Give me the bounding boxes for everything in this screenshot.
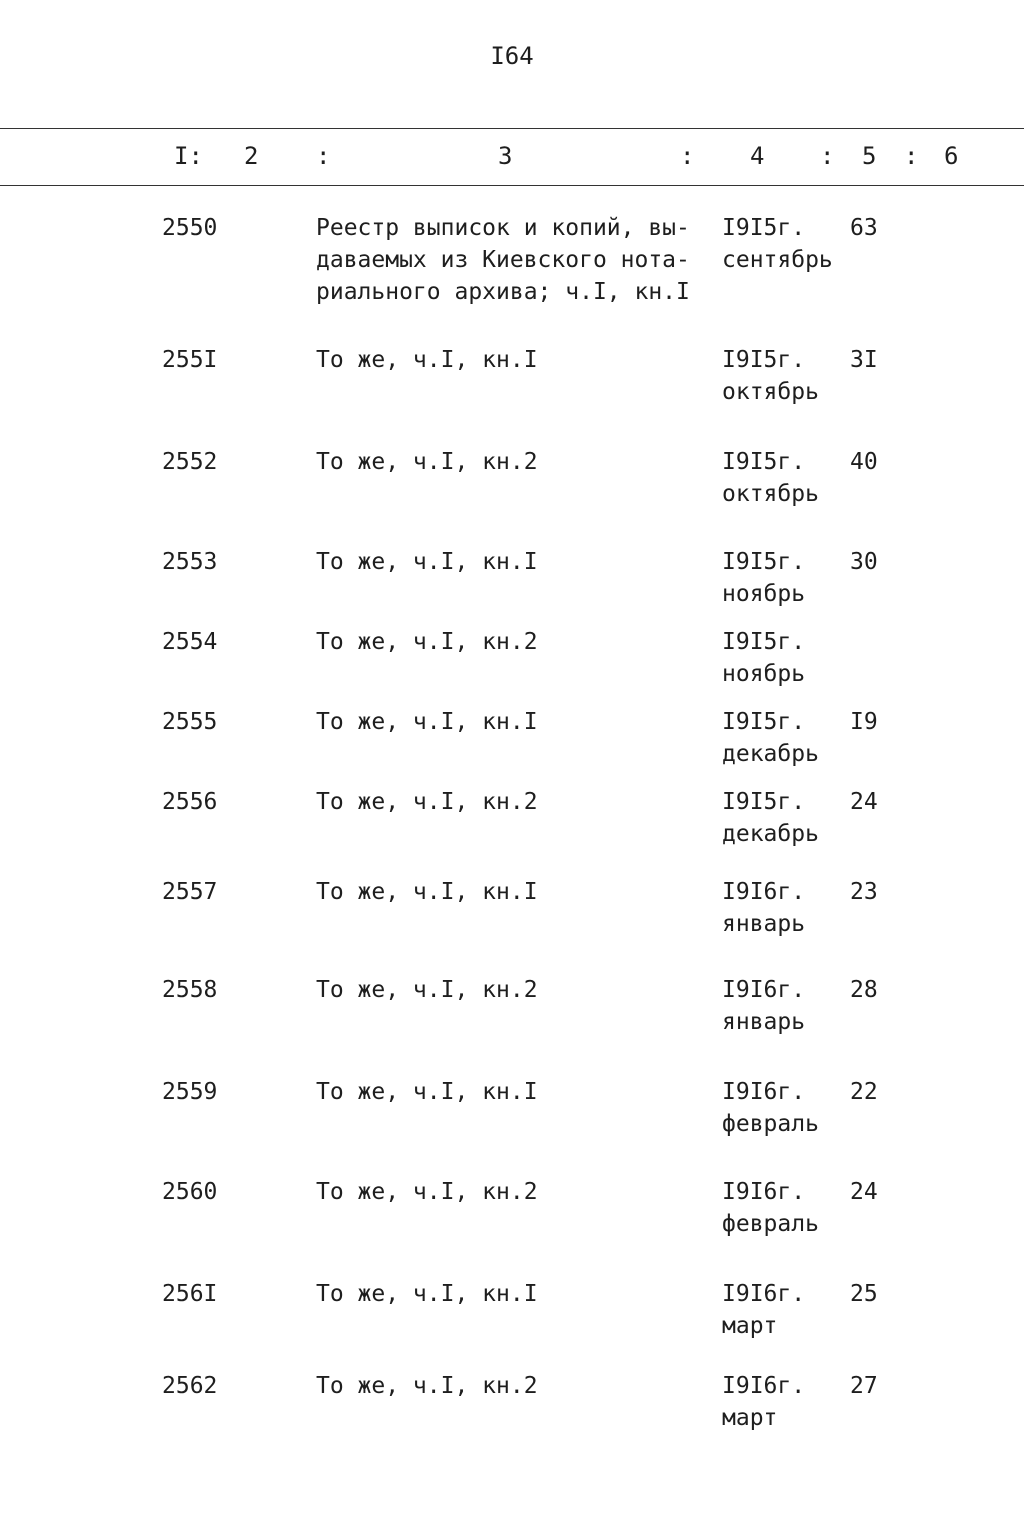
column-separator: : bbox=[904, 142, 919, 170]
item-title: То же, ч.I, кн.2 bbox=[316, 629, 538, 655]
item-title: То же, ч.I, кн.2 bbox=[316, 977, 538, 1003]
item-sheet-count: 3I bbox=[850, 347, 878, 373]
item-number: 2554 bbox=[162, 629, 218, 655]
item-sheet-count: 24 bbox=[850, 1179, 878, 1205]
item-sheet-count: 23 bbox=[850, 879, 878, 905]
item-title: То же, ч.I, кн.2 bbox=[316, 1179, 538, 1205]
column-header-5: 5 bbox=[862, 142, 877, 170]
item-sheet-count: 40 bbox=[850, 449, 878, 475]
item-sheet-count: 63 bbox=[850, 215, 878, 241]
header-top-rule bbox=[0, 128, 1024, 129]
item-number: 2560 bbox=[162, 1179, 218, 1205]
item-title: То же, ч.I, кн.I bbox=[316, 1281, 538, 1307]
item-date: I9I5г. октябрь bbox=[722, 449, 819, 507]
item-sheet-count: 27 bbox=[850, 1373, 878, 1399]
column-separator: : bbox=[316, 142, 331, 170]
item-title: То же, ч.I, кн.I bbox=[316, 549, 538, 575]
item-title: То же, ч.I, кн.2 bbox=[316, 1373, 538, 1399]
item-title: Реестр выписок и копий, вы- даваемых из Киевского нота- риального архива; ч.I, кн.I bbox=[316, 215, 690, 305]
item-date: I9I5г. декабрь bbox=[722, 789, 819, 847]
item-date: I9I6г. февраль bbox=[722, 1179, 819, 1237]
column-header-4: 4 bbox=[750, 142, 765, 170]
item-date: I9I5г. сентябрь bbox=[722, 215, 833, 273]
column-separator: : bbox=[820, 142, 835, 170]
item-number: 2562 bbox=[162, 1373, 218, 1399]
item-sheet-count: 25 bbox=[850, 1281, 878, 1307]
item-number: 255I bbox=[162, 347, 218, 373]
item-date: I9I6г. январь bbox=[722, 879, 806, 937]
item-date: I9I6г. январь bbox=[722, 977, 806, 1035]
item-number: 2556 bbox=[162, 789, 218, 815]
item-number: 2559 bbox=[162, 1079, 218, 1105]
item-number: 256I bbox=[162, 1281, 218, 1307]
item-sheet-count: 24 bbox=[850, 789, 878, 815]
item-number: 2553 bbox=[162, 549, 218, 575]
column-header-1: I: bbox=[174, 142, 203, 170]
item-title: То же, ч.I, кн.I bbox=[316, 709, 538, 735]
item-number: 2555 bbox=[162, 709, 218, 735]
column-header-6: 6 bbox=[944, 142, 959, 170]
column-header-row bbox=[0, 142, 1024, 176]
item-date: I9I6г. март bbox=[722, 1373, 806, 1431]
item-number: 2557 bbox=[162, 879, 218, 905]
item-sheet-count: 28 bbox=[850, 977, 878, 1003]
item-date: I9I5г. декабрь bbox=[722, 709, 819, 767]
item-date: I9I5г. ноябрь bbox=[722, 549, 806, 607]
item-date: I9I6г. март bbox=[722, 1281, 806, 1339]
item-date: I9I6г. февраль bbox=[722, 1079, 819, 1137]
column-header-3: 3 bbox=[498, 142, 513, 170]
item-number: 2550 bbox=[162, 215, 218, 241]
item-sheet-count: 30 bbox=[850, 549, 878, 575]
item-title: То же, ч.I, кн.I bbox=[316, 879, 538, 905]
item-title: То же, ч.I, кн.I bbox=[316, 1079, 538, 1105]
column-separator: : bbox=[680, 142, 695, 170]
page-number: I64 bbox=[490, 42, 534, 70]
item-number: 2558 bbox=[162, 977, 218, 1003]
item-date: I9I5г. ноябрь bbox=[722, 629, 806, 687]
item-title: То же, ч.I, кн.2 bbox=[316, 789, 538, 815]
item-date: I9I5г. октябрь bbox=[722, 347, 819, 405]
header-bottom-rule bbox=[0, 185, 1024, 186]
item-title: То же, ч.I, кн.2 bbox=[316, 449, 538, 475]
column-header-2: 2 bbox=[244, 142, 259, 170]
item-title: То же, ч.I, кн.I bbox=[316, 347, 538, 373]
item-number: 2552 bbox=[162, 449, 218, 475]
item-sheet-count: 22 bbox=[850, 1079, 878, 1105]
item-sheet-count: I9 bbox=[850, 709, 878, 735]
